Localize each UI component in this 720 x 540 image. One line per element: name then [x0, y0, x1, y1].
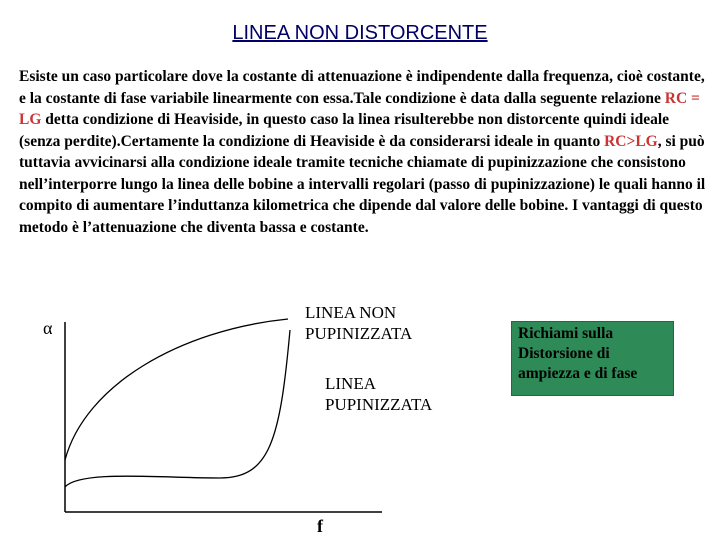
paragraph-part-3: , si può tuttavia avvicinarsi alla condizione ideale tramite tecniche chiamate di pupinizzazione che consistono nell’interporre lungo la linea delle bobine a intervalli regolari (passo di pupinizzazione) le quali hanno il compito di aumentare l’induttanza kilometrica che dipende dal valore delle bobine. I vantaggi di questo metodo è l’attenuazione che diventa bassa e costante. — [19, 132, 706, 236]
alpha-axis-label: α — [43, 318, 53, 338]
heaviside-equation: RC = LG — [19, 89, 700, 128]
label-pupinizzata — [325, 373, 432, 415]
link-line-2: Distorsione di — [518, 345, 610, 362]
inequality-expression: RC>LG — [604, 132, 658, 150]
label-non-pupinizzata-line1: LINEA NON — [305, 303, 397, 322]
label-non-pupinizzata — [305, 302, 412, 344]
link-line-3: ampiezza e di fase — [518, 365, 638, 382]
label-non-pupinizzata-line2: PUPINIZZATA — [305, 324, 413, 343]
curve-non-pupinizzata — [65, 319, 288, 460]
frequency-axis-label: f — [317, 516, 323, 536]
label-pupinizzata-line1: LINEA — [325, 374, 376, 393]
curve-pupinizzata — [65, 330, 290, 487]
page-title-text: LINEA NON DISTORCENTE — [232, 22, 488, 44]
paragraph-part-1: Esiste un caso particolare dove la costante di attenuazione è indipendente dalla frequenza, cioè costante, e la costante di fase variabile linearmente con essa.Tale condizione è data dalla seguente relazione — [19, 68, 705, 107]
label-pupinizzata-line2: PUPINIZZATA — [325, 395, 433, 414]
paragraph-part-2: detta condizione di Heaviside, in questo caso la linea risulterebbe non distorcente quindi ideale (senza perdite).Certamente la condizione di Heaviside è da considerarsi ideale in quanto — [19, 111, 670, 150]
link-distorsione-button[interactable] — [511, 321, 674, 396]
link-line-1: Richiami sulla — [518, 325, 614, 342]
